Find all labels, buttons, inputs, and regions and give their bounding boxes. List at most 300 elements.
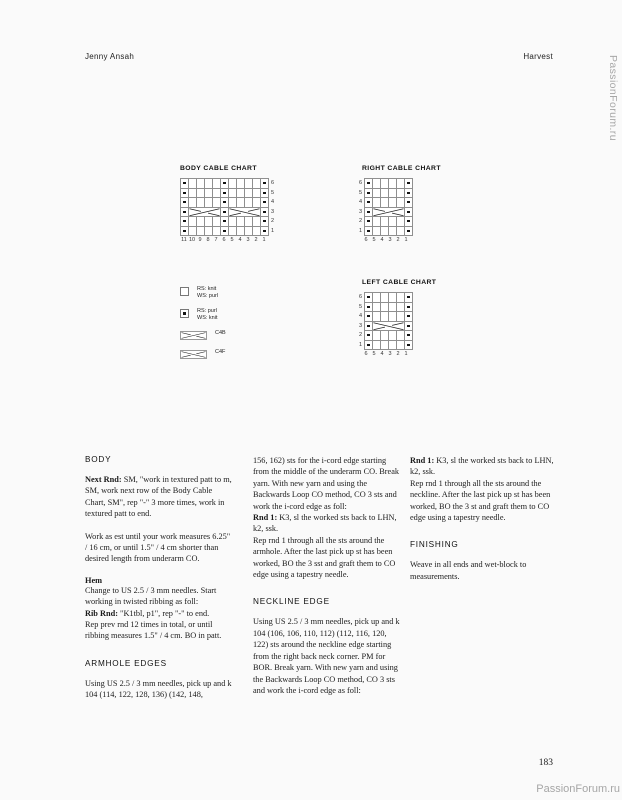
left-cable-chart [354, 279, 436, 357]
chart-title: BODY CABLE CHART [180, 165, 257, 172]
legend-label [197, 286, 218, 299]
purl-cell [365, 189, 373, 199]
purl-cell [261, 227, 269, 237]
row-number: 2 [358, 218, 362, 224]
legend-label-line: WS: knit [197, 314, 218, 321]
row-number: 1 [358, 341, 362, 348]
knit-cell [373, 341, 381, 351]
purl-cell [365, 208, 373, 218]
column-number: 4 [238, 237, 242, 243]
column-number: 3 [246, 237, 250, 243]
section-heading: BODY [85, 455, 112, 464]
purl-cell [405, 189, 413, 199]
purl-dot [407, 230, 409, 232]
knit-cell [389, 227, 397, 237]
knit-cell [253, 198, 261, 208]
purl-cell [181, 208, 189, 218]
knit-cell [213, 217, 221, 227]
knit-cell [245, 189, 253, 199]
knit-cell [381, 217, 389, 227]
legend-label-line: RS: knit [197, 286, 217, 292]
chart-row [181, 208, 269, 218]
section-heading: ARMHOLE EDGES [85, 658, 167, 668]
purl-cell [365, 303, 373, 313]
paragraph: Rnd 1: K3, sl the worked sts back to LHN, k2, ssk. [410, 456, 554, 477]
knit-cell [197, 217, 205, 227]
paragraph: Change to US 2.5 / 3 mm needles. Start working in twisted ribbing as foll: [85, 585, 217, 607]
purl-dot [407, 182, 409, 184]
knit-cell [373, 217, 381, 227]
chart-row [365, 179, 413, 189]
purl-dot [407, 211, 409, 213]
purl-cell [221, 198, 229, 208]
text-column-3 [410, 455, 558, 582]
column-number: 9 [198, 237, 202, 243]
column-number: 1 [404, 351, 408, 357]
knit-cell [381, 179, 389, 189]
purl-cell [365, 322, 373, 332]
knit-cell [397, 217, 405, 227]
purl-dot [367, 306, 369, 308]
purl-dot [407, 192, 409, 194]
purl-cell [365, 217, 373, 227]
chart-row [365, 312, 413, 322]
row-number: 1 [271, 227, 275, 234]
purl-cell [261, 208, 269, 218]
knit-cell [253, 189, 261, 199]
purl-cell [365, 312, 373, 322]
knit-cell [189, 227, 197, 237]
chart-row [365, 189, 413, 199]
chart-row [365, 293, 413, 303]
chart-row [181, 217, 269, 227]
purl-dot [407, 296, 409, 298]
purl-cell [221, 217, 229, 227]
knit-cell [389, 341, 397, 351]
knit-cell [205, 179, 213, 189]
knit-cell [389, 179, 397, 189]
purl-dot [367, 334, 369, 336]
column-number: 2 [254, 237, 258, 243]
knit-cell [381, 198, 389, 208]
paragraph: Using US 2.5 / 3 mm needles, pick up and k 104 (106, 106, 110, 112) (112, 116, 120, 122) sts around the neckline edge starting from the right back neck corner. PM for BOR. Break yarn. With new yarn and using the Backwards Loop CO method, CO 3 sts and work the i-cord edge as foll: [253, 617, 400, 695]
purl-cell [261, 198, 269, 208]
purl-cell [405, 198, 413, 208]
row-number: 3 [358, 208, 362, 215]
c4f-cable-icon [373, 322, 404, 331]
knit-cell [389, 217, 397, 227]
purl-dot [407, 344, 409, 346]
purl-cell [261, 217, 269, 227]
purl-cell [405, 293, 413, 303]
knit-cell [381, 312, 389, 322]
knit-cell [197, 179, 205, 189]
purl-dot [223, 201, 225, 203]
cable-cell [373, 322, 405, 332]
purl-dot [263, 220, 265, 222]
knit-cell [213, 179, 221, 189]
knit-cell [237, 217, 245, 227]
bold-run: Rib Rnd: [85, 608, 118, 618]
purl-dot [183, 220, 185, 222]
purl-dot [367, 315, 369, 317]
purl-dot [263, 201, 265, 203]
purl-dot [407, 306, 409, 308]
knit-cell [389, 303, 397, 313]
body-cable-chart [180, 165, 279, 243]
chart-row [365, 198, 413, 208]
chart-column-numbers [362, 237, 441, 243]
chart-cells [364, 178, 413, 236]
knit-cell [373, 293, 381, 303]
purl-cell [365, 198, 373, 208]
purl-dot [407, 201, 409, 203]
purl-cell [221, 208, 229, 218]
column-number: 2 [396, 237, 400, 243]
chart-row [365, 227, 413, 237]
purl-dot [367, 220, 369, 222]
purl-cell [365, 179, 373, 189]
knit-cell [381, 341, 389, 351]
purl-dot [367, 296, 369, 298]
row-number: 5 [358, 189, 362, 196]
purl-dot [407, 325, 409, 327]
cable-cell [373, 208, 405, 218]
purl-cell [221, 189, 229, 199]
purl-cell [405, 227, 413, 237]
section-heading: FINISHING [410, 540, 459, 550]
knit-cell [237, 198, 245, 208]
knit-cell [189, 217, 197, 227]
watermark-bottom: PassionForum.ru [536, 783, 620, 795]
purl-cell [221, 227, 229, 237]
row-number: 5 [271, 189, 275, 196]
legend-label [215, 349, 225, 356]
column-number: 10 [188, 237, 196, 243]
chart-column-numbers [362, 351, 436, 357]
purl-cell [405, 217, 413, 227]
column-number: 8 [206, 237, 210, 243]
column-number: 6 [222, 237, 226, 243]
purl-cell [405, 303, 413, 313]
column-number: 3 [388, 351, 392, 357]
knit-cell [381, 227, 389, 237]
purl-dot [183, 211, 185, 213]
knit-cell [397, 198, 405, 208]
knit-cell [373, 227, 381, 237]
knit-cell [373, 303, 381, 313]
column-number: 5 [372, 237, 376, 243]
column-number: 7 [214, 237, 218, 243]
purl-dot [407, 315, 409, 317]
purl-cell [405, 208, 413, 218]
chart-row [365, 217, 413, 227]
legend-item [180, 287, 226, 299]
paragraph: Using US 2.5 / 3 mm needles, pick up and k 104 (114, 122, 128, 136) (142, 148, [85, 678, 232, 700]
row-number: 6 [358, 294, 362, 300]
chart-row [365, 303, 413, 313]
legend-label [197, 308, 217, 321]
knit-cell [245, 227, 253, 237]
knit-cell [397, 331, 405, 341]
knit-cell [245, 217, 253, 227]
purl-dot [223, 211, 225, 213]
sub-heading: Hem [85, 575, 103, 585]
right-cable-chart [354, 165, 441, 243]
chart-cells [180, 178, 269, 236]
knit-cell [389, 189, 397, 199]
purl-cell [181, 198, 189, 208]
purl-dot [183, 230, 185, 232]
purl-dot [183, 201, 185, 203]
knit-cell [381, 303, 389, 313]
chart-row-numbers [354, 292, 364, 349]
purl-dot [263, 182, 265, 184]
purl-dot [263, 230, 265, 232]
knit-cell [381, 331, 389, 341]
knit-cell [389, 312, 397, 322]
knit-cell [229, 189, 237, 199]
chart-row [365, 322, 413, 332]
chart-row-numbers [269, 178, 279, 235]
chart-row [365, 208, 413, 218]
purl-cell [365, 293, 373, 303]
column-number: 5 [372, 351, 376, 357]
c4f-cable-icon [229, 208, 260, 217]
knit-cell [213, 198, 221, 208]
knit-cell [373, 331, 381, 341]
cable-cell [189, 208, 221, 218]
legend-label-line: WS: purl [197, 292, 219, 299]
legend-item [180, 331, 226, 340]
purl-cell [405, 341, 413, 351]
knit-cell [229, 217, 237, 227]
purl-cell [221, 179, 229, 189]
column-number: 11 [181, 237, 187, 243]
purl-dot [367, 192, 369, 194]
purl-cell [261, 189, 269, 199]
knit-cell [397, 179, 405, 189]
paragraph: Next Rnd: SM, "work in textured patt to m, SM, work next row of the Body Cable Chart, SM", rep "-" 3 more times, work in textured patt to end. [85, 475, 232, 519]
knit-cell [389, 331, 397, 341]
purl-dot [367, 344, 369, 346]
purl-cell [365, 331, 373, 341]
purl-dot [367, 211, 369, 213]
chart-legend [180, 287, 226, 359]
knit-cell [213, 227, 221, 237]
paragraph: Rep prev rnd 12 times in total, or until ribbing measures 1.5" / 4 cm. BO in patt. [85, 620, 222, 641]
knit-cell [373, 312, 381, 322]
knit-cell [389, 198, 397, 208]
legend-label-line: C4B [215, 330, 226, 337]
knit-cell [397, 312, 405, 322]
section-heading: NECKLINE EDGE [253, 597, 330, 607]
c4b-icon [180, 331, 207, 340]
chart-grid [180, 178, 279, 243]
column-number: 1 [262, 237, 266, 243]
chart-row [181, 189, 269, 199]
purl-dot [223, 192, 225, 194]
chart-row [365, 341, 413, 351]
column-number: 5 [230, 237, 234, 243]
knit-cell [205, 189, 213, 199]
knit-cell [253, 217, 261, 227]
purl-cell [405, 331, 413, 341]
c4b-cable-icon [189, 208, 220, 217]
knit-cell [229, 179, 237, 189]
column-number: 2 [396, 351, 400, 357]
purl-stitch-icon [180, 309, 189, 318]
purl-dot [367, 201, 369, 203]
chart-row [181, 179, 269, 189]
chart-column-numbers [180, 237, 279, 243]
row-number: 6 [271, 180, 275, 186]
row-number: 4 [358, 199, 362, 205]
legend-label [215, 330, 226, 337]
page-header-title: Harvest [523, 52, 553, 61]
knit-cell [205, 217, 213, 227]
knit-cell [213, 189, 221, 199]
row-number: 5 [358, 303, 362, 310]
knit-cell [189, 179, 197, 189]
page-header-author: Jenny Ansah [85, 52, 135, 61]
c4f-icon [180, 350, 207, 359]
knit-cell [245, 198, 253, 208]
text-column-2 [253, 455, 401, 696]
row-number: 4 [271, 199, 275, 205]
knit-cell [397, 189, 405, 199]
purl-dot [407, 220, 409, 222]
row-number: 1 [358, 227, 362, 234]
purl-dot [367, 230, 369, 232]
chart-row [365, 331, 413, 341]
knit-cell [389, 293, 397, 303]
purl-dot [367, 182, 369, 184]
row-number: 2 [358, 332, 362, 338]
c4b-cable-icon [181, 332, 206, 339]
chart-row-numbers [354, 178, 364, 235]
knit-cell [397, 293, 405, 303]
knit-cell [205, 198, 213, 208]
chart-row [181, 198, 269, 208]
legend-item [180, 309, 226, 321]
knit-cell [237, 189, 245, 199]
knit-cell [237, 227, 245, 237]
purl-dot [223, 182, 225, 184]
legend-item [180, 350, 226, 359]
purl-cell [181, 217, 189, 227]
c4f-cable-icon [181, 351, 206, 358]
knit-cell [373, 198, 381, 208]
knit-cell [397, 227, 405, 237]
paragraph: 156, 162) sts for the i-cord edge starting from the middle of the underarm CO. Break yarn. With new yarn and using the Backwards Loop CO method, CO 3 sts and work the i-cord edge as foll: [253, 456, 400, 511]
paragraph: Rib Rnd: "K1tbl, p1", rep "-" to end. [85, 608, 210, 618]
knit-cell [229, 227, 237, 237]
row-number: 6 [358, 180, 362, 186]
knit-cell [397, 303, 405, 313]
column-number: 6 [364, 351, 368, 357]
paragraph: Rep rnd 1 through all the sts around the neckline. After the last pick up st has been worked, BO the 3 st and graft them to CO edge using a tapestry needle. [410, 478, 551, 523]
purl-cell [261, 179, 269, 189]
knit-cell [373, 179, 381, 189]
chart-row [181, 227, 269, 237]
paragraph: Rnd 1: K3, sl the worked sts back to LHN, k2, ssk. [253, 513, 397, 534]
row-number: 4 [358, 313, 362, 319]
knit-cell [381, 293, 389, 303]
bold-run: Rnd 1: [410, 456, 435, 465]
cable-cell [229, 208, 261, 218]
purl-dot [407, 334, 409, 336]
paragraph: Work as est until your work measures 6.25" / 16 cm, or until 1.5" / 4 cm shorter than desired length from underarm CO. [85, 531, 231, 564]
chart-grid [354, 292, 436, 357]
column-number: 4 [380, 237, 384, 243]
bold-run: Next Rnd: [85, 475, 122, 484]
bold-run: Rnd 1: [253, 513, 278, 523]
knit-cell [229, 198, 237, 208]
purl-cell [405, 179, 413, 189]
column-number: 6 [364, 237, 368, 243]
knit-cell [253, 179, 261, 189]
knit-cell [197, 227, 205, 237]
row-number: 2 [271, 218, 275, 224]
row-number: 3 [271, 208, 275, 215]
purl-cell [365, 341, 373, 351]
legend-label-line: C4F [215, 349, 226, 356]
column-number: 4 [380, 351, 384, 357]
knit-cell [189, 189, 197, 199]
knit-cell [397, 341, 405, 351]
knit-cell [205, 227, 213, 237]
knit-cell [381, 189, 389, 199]
purl-cell [405, 312, 413, 322]
chart-cells [364, 292, 413, 350]
purl-dot [263, 192, 265, 194]
knit-cell [373, 189, 381, 199]
knit-cell [245, 179, 253, 189]
knit-cell [253, 227, 261, 237]
purl-dot [183, 312, 185, 314]
knit-cell [197, 189, 205, 199]
purl-dot [223, 220, 225, 222]
purl-dot [183, 192, 185, 194]
purl-dot [367, 325, 369, 327]
knit-cell [189, 198, 197, 208]
row-number: 3 [358, 322, 362, 329]
chart-title: LEFT CABLE CHART [362, 279, 437, 286]
paragraph: Weave in all ends and wet-block to measurements. [410, 560, 527, 581]
column-number: 3 [388, 237, 392, 243]
page-number: 183 [538, 758, 553, 768]
paragraph: Rep rnd 1 through all the sts around the armhole. After the last pick up st has been worked, BO the 3 sst and graft them to CO edge using a tapestry needle. [253, 535, 396, 580]
purl-cell [405, 322, 413, 332]
legend-label-line: RS: purl [197, 308, 217, 315]
chart-grid [354, 178, 441, 243]
knit-stitch-icon [180, 287, 189, 296]
column-number: 1 [404, 237, 408, 243]
purl-dot [223, 230, 225, 232]
purl-cell [365, 227, 373, 237]
c4b-cable-icon [373, 208, 404, 217]
purl-dot [263, 211, 265, 213]
knit-cell [237, 179, 245, 189]
purl-cell [181, 189, 189, 199]
text-column-1 [85, 455, 233, 701]
purl-dot [183, 182, 185, 184]
purl-cell [181, 179, 189, 189]
watermark-vertical: PassionForum.ru [607, 55, 619, 141]
knit-cell [197, 198, 205, 208]
purl-cell [181, 227, 189, 237]
